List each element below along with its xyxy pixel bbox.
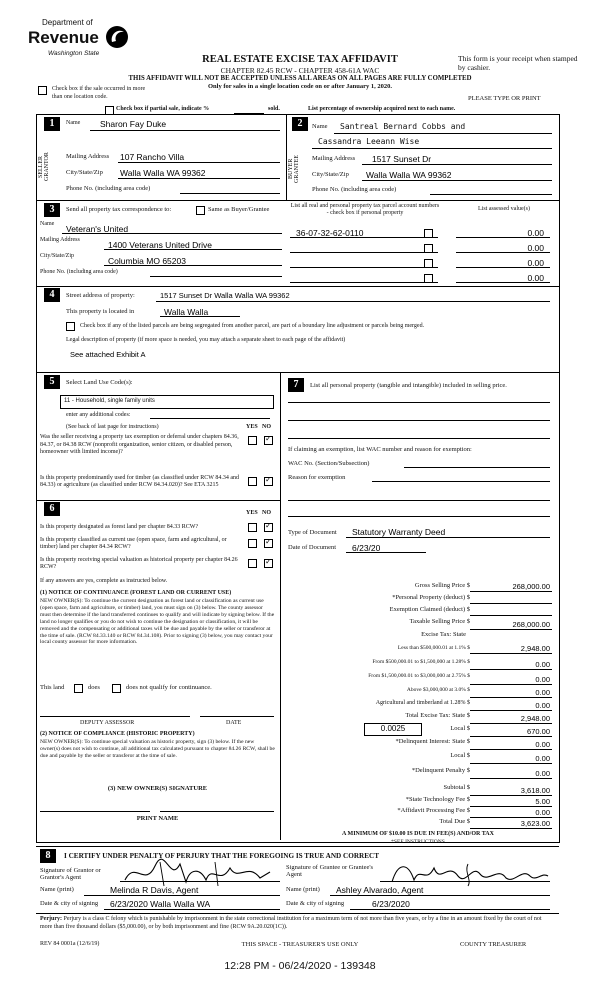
doc-date-value[interactable]: 6/23/20	[352, 543, 381, 553]
sec6-question-1: Is this property designated as forest land per chapter 84.33 RCW?	[40, 524, 199, 530]
doc-type-line	[346, 537, 550, 538]
does-not-label: does not qualify for continuance.	[126, 684, 212, 691]
seller-phone-line	[180, 193, 280, 194]
logo-main-text: Revenue	[28, 28, 99, 47]
tax-value-delinq-int-state[interactable]: 0.00	[535, 740, 550, 749]
buyer-phone-line	[430, 194, 552, 195]
tax-label-gross: Gross Selling Price $	[414, 582, 470, 589]
tax-value-tier-2[interactable]: 0.00	[535, 660, 550, 669]
assessed-value-1[interactable]: 0.00	[527, 228, 544, 238]
form-only-for: Only for sales in a single location code on or after January 1, 2020.	[208, 83, 392, 90]
sec3-name-label: Name	[40, 221, 55, 227]
grantee-signature-line	[380, 881, 550, 882]
sec6-question-2: Is this property classified as current use (open space, farm and agricultural, or timber) land per chapter 84.34 RCW?	[40, 537, 227, 550]
seller-address[interactable]: 107 Rancho Villa	[120, 152, 185, 162]
grantor-printed-name[interactable]: Melinda R Davis, Agent	[110, 885, 199, 895]
buyer-address-line	[362, 164, 552, 165]
land-use-value: 11 - Household, single family units	[64, 398, 155, 404]
deputy-assessor-label: DEPUTY ASSESSOR	[80, 720, 135, 726]
grantor-signature-label: Signature of Grantor or Grantor's Agent	[40, 867, 101, 881]
sec6-question-3: Is this property receiving special valuation as historical property per chapter 84.26 RCW?	[40, 557, 238, 570]
section-8-number: 8	[40, 849, 56, 863]
grantee-date-label: Date & city of signing	[286, 900, 345, 907]
sec3-addr-label: Mailing Address	[40, 237, 80, 243]
doc-type-label: Type of Document	[288, 529, 337, 536]
owner-signature-line-1[interactable]	[40, 811, 150, 812]
sec3-send-label: Send all property tax correspondence to:	[66, 206, 172, 213]
tax-value-total-due[interactable]: 3,623.00	[520, 819, 550, 828]
divider-after-4	[36, 372, 559, 373]
land-does-not-checkbox[interactable]	[112, 684, 121, 693]
deputy-assessor-line[interactable]	[40, 716, 190, 717]
exemption-label: If claiming an exemption, list WAC number and reason for exemption:	[288, 446, 472, 453]
tax-value-total-state[interactable]: 2,948.00	[520, 714, 550, 723]
tax-label-delinq-int-local: Local $	[450, 752, 470, 759]
additional-codes-line[interactable]	[150, 418, 270, 419]
seller-address-line	[118, 162, 280, 163]
grantee-name-line	[330, 895, 550, 896]
sec6-q2-yes[interactable]	[248, 539, 257, 548]
tax-line-tech-fee	[470, 806, 552, 807]
land-use-select[interactable]	[60, 395, 274, 409]
property-location-line	[160, 316, 240, 317]
tax-line-total-state	[470, 723, 552, 724]
sec6-yes-header: YES	[246, 510, 258, 516]
personal-property-checkbox-1[interactable]	[424, 229, 433, 238]
grantee-name-label: Name (print)	[286, 886, 320, 893]
buyer-address[interactable]: 1517 Sunset Dr	[372, 154, 432, 164]
local-rate-value: 0.0025	[380, 724, 406, 733]
tax-label-tier-1: Less than $500,000.01 at 1.1% $	[397, 645, 470, 651]
grantee-signature-label: Signature of Grantee or Grantee's Agent	[286, 864, 374, 878]
section-1-number: 1	[44, 117, 60, 131]
tax-line-exemption	[470, 615, 552, 616]
tax-line-personal	[470, 603, 552, 604]
sec5-q2-no[interactable]	[264, 477, 273, 486]
logo-top-text: Department of	[42, 18, 93, 27]
divider-after-5	[36, 500, 281, 501]
treasurer-space: THIS SPACE - TREASURER'S USE ONLY	[241, 941, 359, 948]
assessed-value-header: List assessed value(s)	[478, 206, 530, 212]
tax-line-gross	[470, 591, 552, 592]
grantor-name-label: Name (print)	[40, 886, 74, 893]
same-as-buyer-checkbox[interactable]	[196, 206, 205, 215]
land-does-checkbox[interactable]	[74, 684, 83, 693]
tax-line-delinq-int-local	[470, 763, 552, 764]
sec6-q1-no[interactable]	[264, 523, 273, 532]
tax-label-subtotal: Subtotal $	[443, 784, 470, 791]
personal-property-checkbox-4[interactable]	[424, 274, 433, 283]
tax-label-tech-fee: *State Technology Fee $	[405, 796, 470, 803]
seller-name[interactable]: Sharon Fay Duke	[100, 119, 167, 129]
tax-value-gross[interactable]: 268,000.00	[512, 582, 550, 591]
deputy-date-line[interactable]	[200, 716, 274, 717]
legal-description-label: Legal description of property (if more space is needed, you may attach a separate sheet to each page of the affidavit)	[66, 337, 346, 343]
grantor-signature-line	[120, 881, 280, 882]
tax-value-tier-4[interactable]: 0.00	[535, 688, 550, 697]
seller-city[interactable]: Walla Walla WA 99362	[120, 168, 206, 178]
notice-3-title: (3) NEW OWNER(S) SIGNATURE	[107, 785, 208, 792]
tax-value-local[interactable]: 670.00	[527, 727, 550, 736]
section-4-number: 4	[44, 288, 60, 302]
additional-codes-label: enter any additional codes:	[66, 412, 131, 418]
sec6-if-yes: If any answers are yes, complete as instructed below.	[40, 578, 168, 584]
legal-description[interactable]: See attached Exhibit A	[70, 350, 146, 359]
tax-label-tier-3: From $1,500,000.01 to $3,000,000 at 2.75% $	[368, 673, 470, 679]
personal-property-checkbox-2[interactable]	[424, 244, 433, 253]
center-divider-mid	[280, 372, 281, 840]
sec2-phone-label: Phone No. (including area code)	[312, 186, 397, 193]
tax-label-delinq-int-state: *Delinquent Interest: State $	[395, 738, 470, 745]
parcel-line-4	[290, 282, 438, 283]
buyer-city[interactable]: Walla Walla WA 99362	[366, 170, 452, 180]
tax-value-delinq-int-local[interactable]: 0.00	[535, 754, 550, 763]
tax-line-tier-2	[470, 669, 552, 670]
see-instructions-note: *SEE INSTRUCTIONS	[391, 839, 445, 845]
section-6-number: 6	[44, 502, 60, 516]
property-location[interactable]: Walla Walla	[164, 307, 209, 317]
sec7-title: List all personal property (tangible and intangible) included in selling price.	[310, 382, 507, 389]
grantor-name-line	[84, 895, 280, 896]
correspondence-phone-line	[150, 276, 282, 277]
tax-line-tier-4	[470, 697, 552, 698]
seller-name-line	[90, 130, 280, 131]
sec4-street-label: Street address of property:	[66, 292, 135, 299]
doc-date-line	[346, 552, 426, 553]
section-5-number: 5	[44, 375, 60, 389]
sec3-city-label: City/State/Zip	[40, 253, 74, 259]
sec6-q1-yes[interactable]	[248, 523, 257, 532]
sold-label: sold.	[268, 106, 280, 112]
personal-property-line-2[interactable]	[288, 420, 550, 421]
logo-swirl-icon	[104, 24, 130, 50]
print-name-label: PRINT NAME	[136, 815, 179, 822]
sec5-q1-yes[interactable]	[248, 436, 257, 445]
sec4-located-label: This property is located in	[66, 308, 135, 315]
sec1-addr-label: Mailing Address	[66, 153, 110, 160]
grantor-date-label: Date & city of signing	[40, 900, 99, 907]
grantor-date-line	[104, 909, 280, 910]
tax-line-processing-fee	[470, 817, 552, 818]
multiple-location-label: Check box if the sale occurred in more than one location code.	[52, 86, 146, 100]
tax-label-exemption: Exemption Claimed (deduct) $	[389, 606, 470, 613]
list-pct-label: List percentage of ownership acquired next to each name.	[308, 106, 456, 112]
section-3-number: 3	[44, 203, 60, 217]
tax-value-subtotal[interactable]: 3,618.00	[520, 786, 550, 795]
reason-line-2[interactable]	[288, 500, 550, 501]
grantor-date-city[interactable]: 6/23/2020 Walla Walla WA	[110, 899, 211, 909]
tax-value-tech-fee[interactable]: 5.00	[535, 797, 550, 806]
parcel-line-3	[290, 267, 438, 268]
sec5-yes-header: YES	[246, 424, 258, 430]
sec6-q3-no[interactable]	[264, 559, 273, 568]
tax-line-tier-3	[470, 684, 552, 685]
seller-grantor-label: SELLER GRANTOR	[38, 152, 50, 182]
multiple-location-checkbox[interactable]	[38, 86, 47, 95]
form-revision: REV 84 0001a (12/6/19)	[40, 941, 100, 947]
correspondence-city-line	[104, 265, 282, 266]
perjury-statement	[40, 916, 552, 931]
sec1-phone-label: Phone No. (including area code)	[66, 185, 151, 192]
tax-line-taxable	[470, 629, 552, 630]
grantee-date-line	[350, 909, 550, 910]
grantee-signature[interactable]	[388, 858, 550, 888]
tax-label-total-state: Total Excise Tax: State $	[405, 712, 470, 719]
land-use-label: Select Land Use Code(s):	[66, 379, 133, 386]
notice-2-body: NEW OWNER(S): To continue special valuation as historic property, sign (3) below. If the new owner(s) does not wish to continue, all additional tax calculated pursuant to chapter 84.26 RCW, shall be due and payable by the seller or transferor at the time of sale.	[40, 739, 275, 759]
assessed-value-3[interactable]: 0.00	[527, 258, 544, 268]
does-label: does	[88, 684, 100, 691]
partial-sale-label: Check box if partial sale, indicate %	[116, 106, 210, 112]
section-2-number: 2	[292, 117, 308, 131]
sec6-no-header: NO	[262, 510, 271, 516]
tax-value-tier-1[interactable]: 2,948.00	[520, 644, 550, 653]
correspondence-name-line	[62, 233, 282, 234]
doc-type-value[interactable]: Statutory Warranty Deed	[352, 527, 446, 537]
parcel-header: List all real and personal property tax parcel account numbers - check box if personal property	[290, 203, 440, 216]
tax-label-tier-2: From $500,000.01 to $1,500,000 at 1.28% $	[372, 659, 470, 665]
sec2-city-label: City/State/Zip	[312, 171, 349, 178]
divider-before-8	[36, 846, 559, 847]
county-treasurer: COUNTY TREASURER	[460, 941, 527, 948]
buyer-name-line-2	[312, 148, 552, 149]
grantee-printed-name[interactable]: Ashley Alvarado, Agent	[336, 885, 424, 895]
sec6-q3-yes[interactable]	[248, 559, 257, 568]
recording-stamp: 12:28 PM - 06/24/2020 - 139348	[224, 960, 376, 972]
divider-after-3	[36, 286, 559, 287]
local-rate-box[interactable]	[364, 723, 422, 736]
sec5-question-1: Was the seller receiving a property tax exemption or deferral under chapters 84.36, 84.37, or 84.38 RCW (nonprofit organization, senior citizen, or disabled person, homeowner with limited income)?	[40, 434, 239, 455]
tax-value-delinq-penalty[interactable]: 0.00	[535, 769, 550, 778]
segregated-label: Check box if any of the listed parcels are being segregated from another parcel, are part of a boundary line adjustment or parcels being merged.	[80, 323, 425, 329]
sec5-no-header: NO	[262, 424, 271, 430]
buyer-city-line	[362, 180, 552, 181]
tax-label-excise-state: Excise Tax: State	[421, 631, 466, 638]
tax-line-local	[470, 736, 552, 737]
sec1-name-label: Name	[66, 120, 81, 126]
grantor-signature[interactable]	[120, 858, 280, 888]
perjury-text: Perjury is a class C felony which is punishable by imprisonment in the state correctional institution for a maximum term of not more than five years, or by a fine in an amount fixed by the court of not more than five thousand dollars ($5,000.00), or by both imprisonment and fine (RCW 9A.20.020(1C)).	[40, 916, 542, 930]
tax-line-delinq-int-state	[470, 749, 552, 750]
tax-line-subtotal	[470, 795, 552, 796]
sec3-same-label: Same as Buyer/Grantee	[208, 206, 270, 213]
perjury-label: Perjury:	[40, 916, 62, 922]
form-title: REAL ESTATE EXCISE TAX AFFIDAVIT	[202, 54, 398, 65]
value-line-1	[456, 237, 550, 238]
sec5-q2-yes[interactable]	[248, 477, 257, 486]
seller-city-line	[118, 178, 280, 179]
center-divider-top	[286, 114, 287, 200]
tax-label-local: Local $	[450, 725, 470, 732]
notice-2-title: (2) NOTICE OF COMPLIANCE (HISTORIC PROPERTY)	[40, 731, 195, 737]
logo-state-text: Washington State	[48, 50, 100, 57]
wac-line[interactable]	[404, 467, 550, 468]
reason-label: Reason for exemption	[288, 474, 346, 481]
reason-line-1[interactable]	[372, 481, 550, 482]
tax-label-delinq-penalty: *Delinquent Penalty $	[411, 767, 470, 774]
this-land-label: This land	[40, 684, 65, 691]
grantee-date-city[interactable]: 6/23/2020	[372, 899, 410, 909]
segregated-checkbox[interactable]	[66, 322, 75, 331]
divider-before-perjury	[36, 913, 559, 914]
property-street[interactable]: 1517 Sunset Dr Walla Walla WA 99362	[160, 291, 290, 300]
sec2-name-label: Name	[312, 123, 328, 130]
form-chapter: CHAPTER 82.45 RCW - CHAPTER 458-61A WAC	[220, 66, 380, 75]
parcel-number-1[interactable]: 36-07-32-62-0110	[296, 228, 364, 238]
correspondence-address[interactable]: 1400 Veterans United Drive	[108, 240, 212, 250]
sec6-q2-no[interactable]	[264, 539, 273, 548]
certify-statement: I CERTIFY UNDER PENALTY OF PERJURY THAT THE FOREGOING IS TRUE AND CORRECT	[64, 852, 379, 860]
tax-value-agri[interactable]: 0.00	[535, 701, 550, 710]
notice-1-body: NEW OWNER(S): To continue the current designation as forest land or classification as current use (open space, farm and agriculture, or timber) land, you must sign on (3) below. The county assessor must then determine if the land transferred continues to qualify and will indicate by signing below. If the land no longer qualifies or you do not wish to continue the designation or classification, it will be removed and the compensating or additional taxes will be due and payable by the seller or transferor at the time of sale. (RCW 84.33.140 or RCW 84.34.108). Prior to signing (3) below, you may contact your local county assessor for more information.	[40, 598, 275, 646]
sec5-q1-no[interactable]	[264, 436, 273, 445]
tax-label-tier-4: Above $3,000,000 at 3.0% $	[406, 687, 470, 693]
tax-label-taxable: Taxable Selling Price $	[409, 618, 470, 625]
dor-logo	[28, 18, 138, 70]
sec1-city-label: City/State/Zip	[66, 169, 103, 176]
correspondence-name[interactable]: Veteran's United	[66, 224, 129, 234]
value-line-4	[456, 282, 550, 283]
see-back-label: (See back of last page for instructions)	[66, 424, 159, 430]
sec5-question-2: Is this property predominantly used for timber (as classified under RCW 84.34 and 84.33) or agriculture (as classified under RCW 84.34.020)? See ETA 3215	[40, 475, 240, 488]
buyer-name-1[interactable]: Santreal Bernard Cobbs and	[340, 122, 466, 131]
reason-line-3[interactable]	[288, 516, 550, 517]
form-warning: THIS AFFIDAVIT WILL NOT BE ACCEPTED UNLESS ALL AREAS ON ALL PAGES ARE FULLY COMPLETED	[128, 75, 472, 82]
notice-1-title: (1) NOTICE OF CONTINUANCE (FOREST LAND OR CURRENT USE)	[40, 590, 232, 596]
tax-label-agri: Agricultural and timberland at 1.28% $	[375, 700, 470, 706]
value-line-3	[456, 267, 550, 268]
please-type: PLEASE TYPE OR PRINT	[468, 95, 541, 102]
sec3-phone-label: Phone No. (including area code)	[40, 269, 118, 275]
parcel-line-1	[290, 237, 438, 238]
property-street-line	[156, 301, 550, 302]
buyer-name-2[interactable]: Cassandra Leeann Wise	[318, 137, 420, 146]
assessed-value-2[interactable]: 0.00	[527, 243, 544, 253]
personal-property-checkbox-3[interactable]	[424, 259, 433, 268]
divider-after-1-2	[36, 200, 559, 201]
tax-value-processing-fee[interactable]: 0.00	[535, 808, 550, 817]
buyer-name-line-1	[334, 133, 552, 134]
personal-property-line-3[interactable]	[288, 438, 550, 439]
minimum-fee-note: A MINIMUM OF $10.00 IS DUE IN FEE(S) AND/OR TAX	[342, 831, 494, 837]
assessed-value-4[interactable]: 0.00	[527, 273, 544, 283]
tax-label-personal: *Personal Property (deduct) $	[392, 594, 470, 601]
value-line-2	[456, 252, 550, 253]
deputy-date-label: DATE	[226, 720, 242, 726]
personal-property-line-1[interactable]	[288, 402, 550, 403]
tax-line-tier-1	[470, 653, 552, 654]
tax-label-total-due: Total Due $	[439, 818, 470, 825]
correspondence-address-line	[104, 249, 282, 250]
buyer-grantee-label: BUYER GRANTEE	[288, 155, 300, 183]
owner-signature-line-2[interactable]	[160, 811, 274, 812]
receipt-note: This form is your receipt when stamped by cashier.	[458, 54, 578, 72]
tax-line-total-due	[470, 828, 552, 829]
tax-label-processing-fee: *Affidavit Processing Fee $	[397, 807, 470, 814]
tax-value-tier-3[interactable]: 0.00	[535, 675, 550, 684]
wac-label: WAC No. (Section/Subsection)	[288, 460, 370, 467]
section-7-number: 7	[288, 378, 304, 392]
sec2-addr-label: Mailing Address	[312, 155, 356, 162]
doc-date-label: Date of Document	[288, 544, 337, 551]
parcel-line-2	[290, 252, 438, 253]
tax-line-agri	[470, 710, 552, 711]
correspondence-city[interactable]: Columbia MO 65203	[108, 256, 186, 266]
tax-line-delinq-penalty	[470, 778, 552, 779]
tax-value-taxable[interactable]: 268,000.00	[512, 620, 550, 629]
